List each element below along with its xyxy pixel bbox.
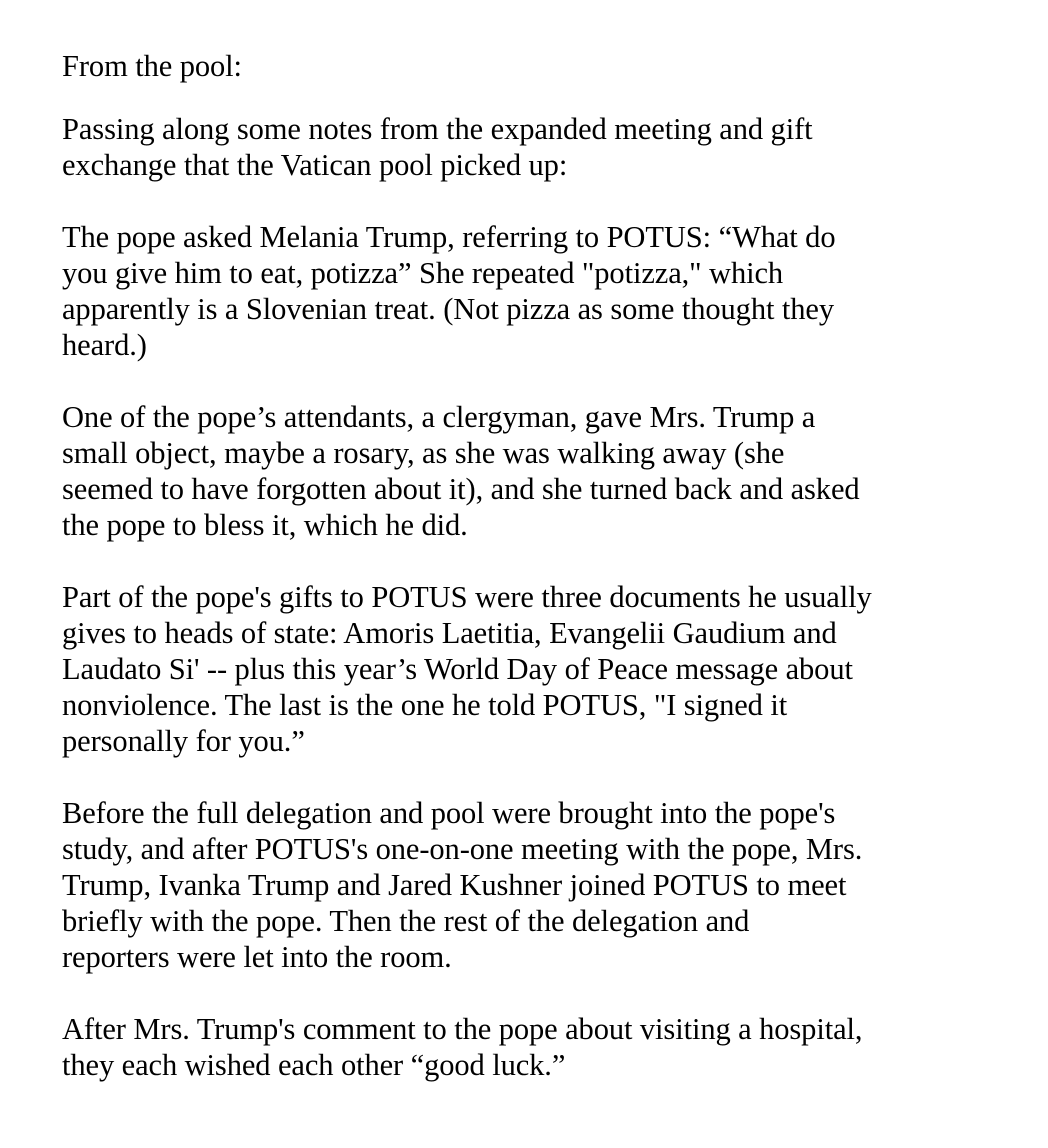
- text-line: seemed to have forgotten about it), and she turned back and asked: [62, 472, 860, 506]
- heading-line: From the pool:: [62, 49, 242, 83]
- text-line: Before the full delegation and pool were brought into the pope's: [62, 796, 836, 830]
- text-line: One of the pope’s attendants, a clergyman, gave Mrs. Trump a: [62, 400, 816, 434]
- text-line: briefly with the pope. Then the rest of the delegation and: [62, 904, 750, 938]
- text-line: apparently is a Slovenian treat. (Not pizza as some thought they: [62, 292, 834, 326]
- text-line: Part of the pope's gifts to POTUS were three documents he usually: [62, 580, 872, 614]
- text-line: they each wished each other “good luck.”: [62, 1048, 566, 1082]
- text-line: study, and after POTUS's one-on-one meeting with the pope, Mrs.: [62, 832, 863, 866]
- text-line: the pope to bless it, which he did.: [62, 508, 468, 542]
- text-line: exchange that the Vatican pool picked up:: [62, 148, 568, 182]
- text-line: reporters were let into the room.: [62, 940, 452, 974]
- text-line: nonviolence. The last is the one he told POTUS, "I signed it: [62, 688, 788, 722]
- text-line: Trump, Ivanka Trump and Jared Kushner joined POTUS to meet: [62, 868, 847, 902]
- paragraph-intro: [62, 111, 1022, 183]
- document-body: [62, 48, 1022, 1119]
- text-line: Laudato Si' -- plus this year’s World Day of Peace message about: [62, 652, 853, 686]
- text-line: After Mrs. Trump's comment to the pope about visiting a hospital,: [62, 1012, 863, 1046]
- paragraph-rosary: [62, 399, 1022, 543]
- heading-paragraph: [62, 48, 1022, 84]
- text-line: Passing along some notes from the expanded meeting and gift: [62, 112, 813, 146]
- text-line: you give him to eat, potizza” She repeated "potizza," which: [62, 256, 784, 290]
- text-line: heard.): [62, 328, 147, 362]
- paragraph-potizza: [62, 219, 1022, 363]
- text-line: small object, maybe a rosary, as she was walking away (she: [62, 436, 785, 470]
- text-line: gives to heads of state: Amoris Laetitia, Evangelii Gaudium and: [62, 616, 837, 650]
- paragraph-good-luck: [62, 1011, 1022, 1083]
- paragraph-delegation: [62, 795, 1022, 975]
- paragraph-gifts: [62, 579, 1022, 759]
- text-line: personally for you.”: [62, 724, 305, 758]
- text-line: The pope asked Melania Trump, referring to POTUS: “What do: [62, 220, 836, 254]
